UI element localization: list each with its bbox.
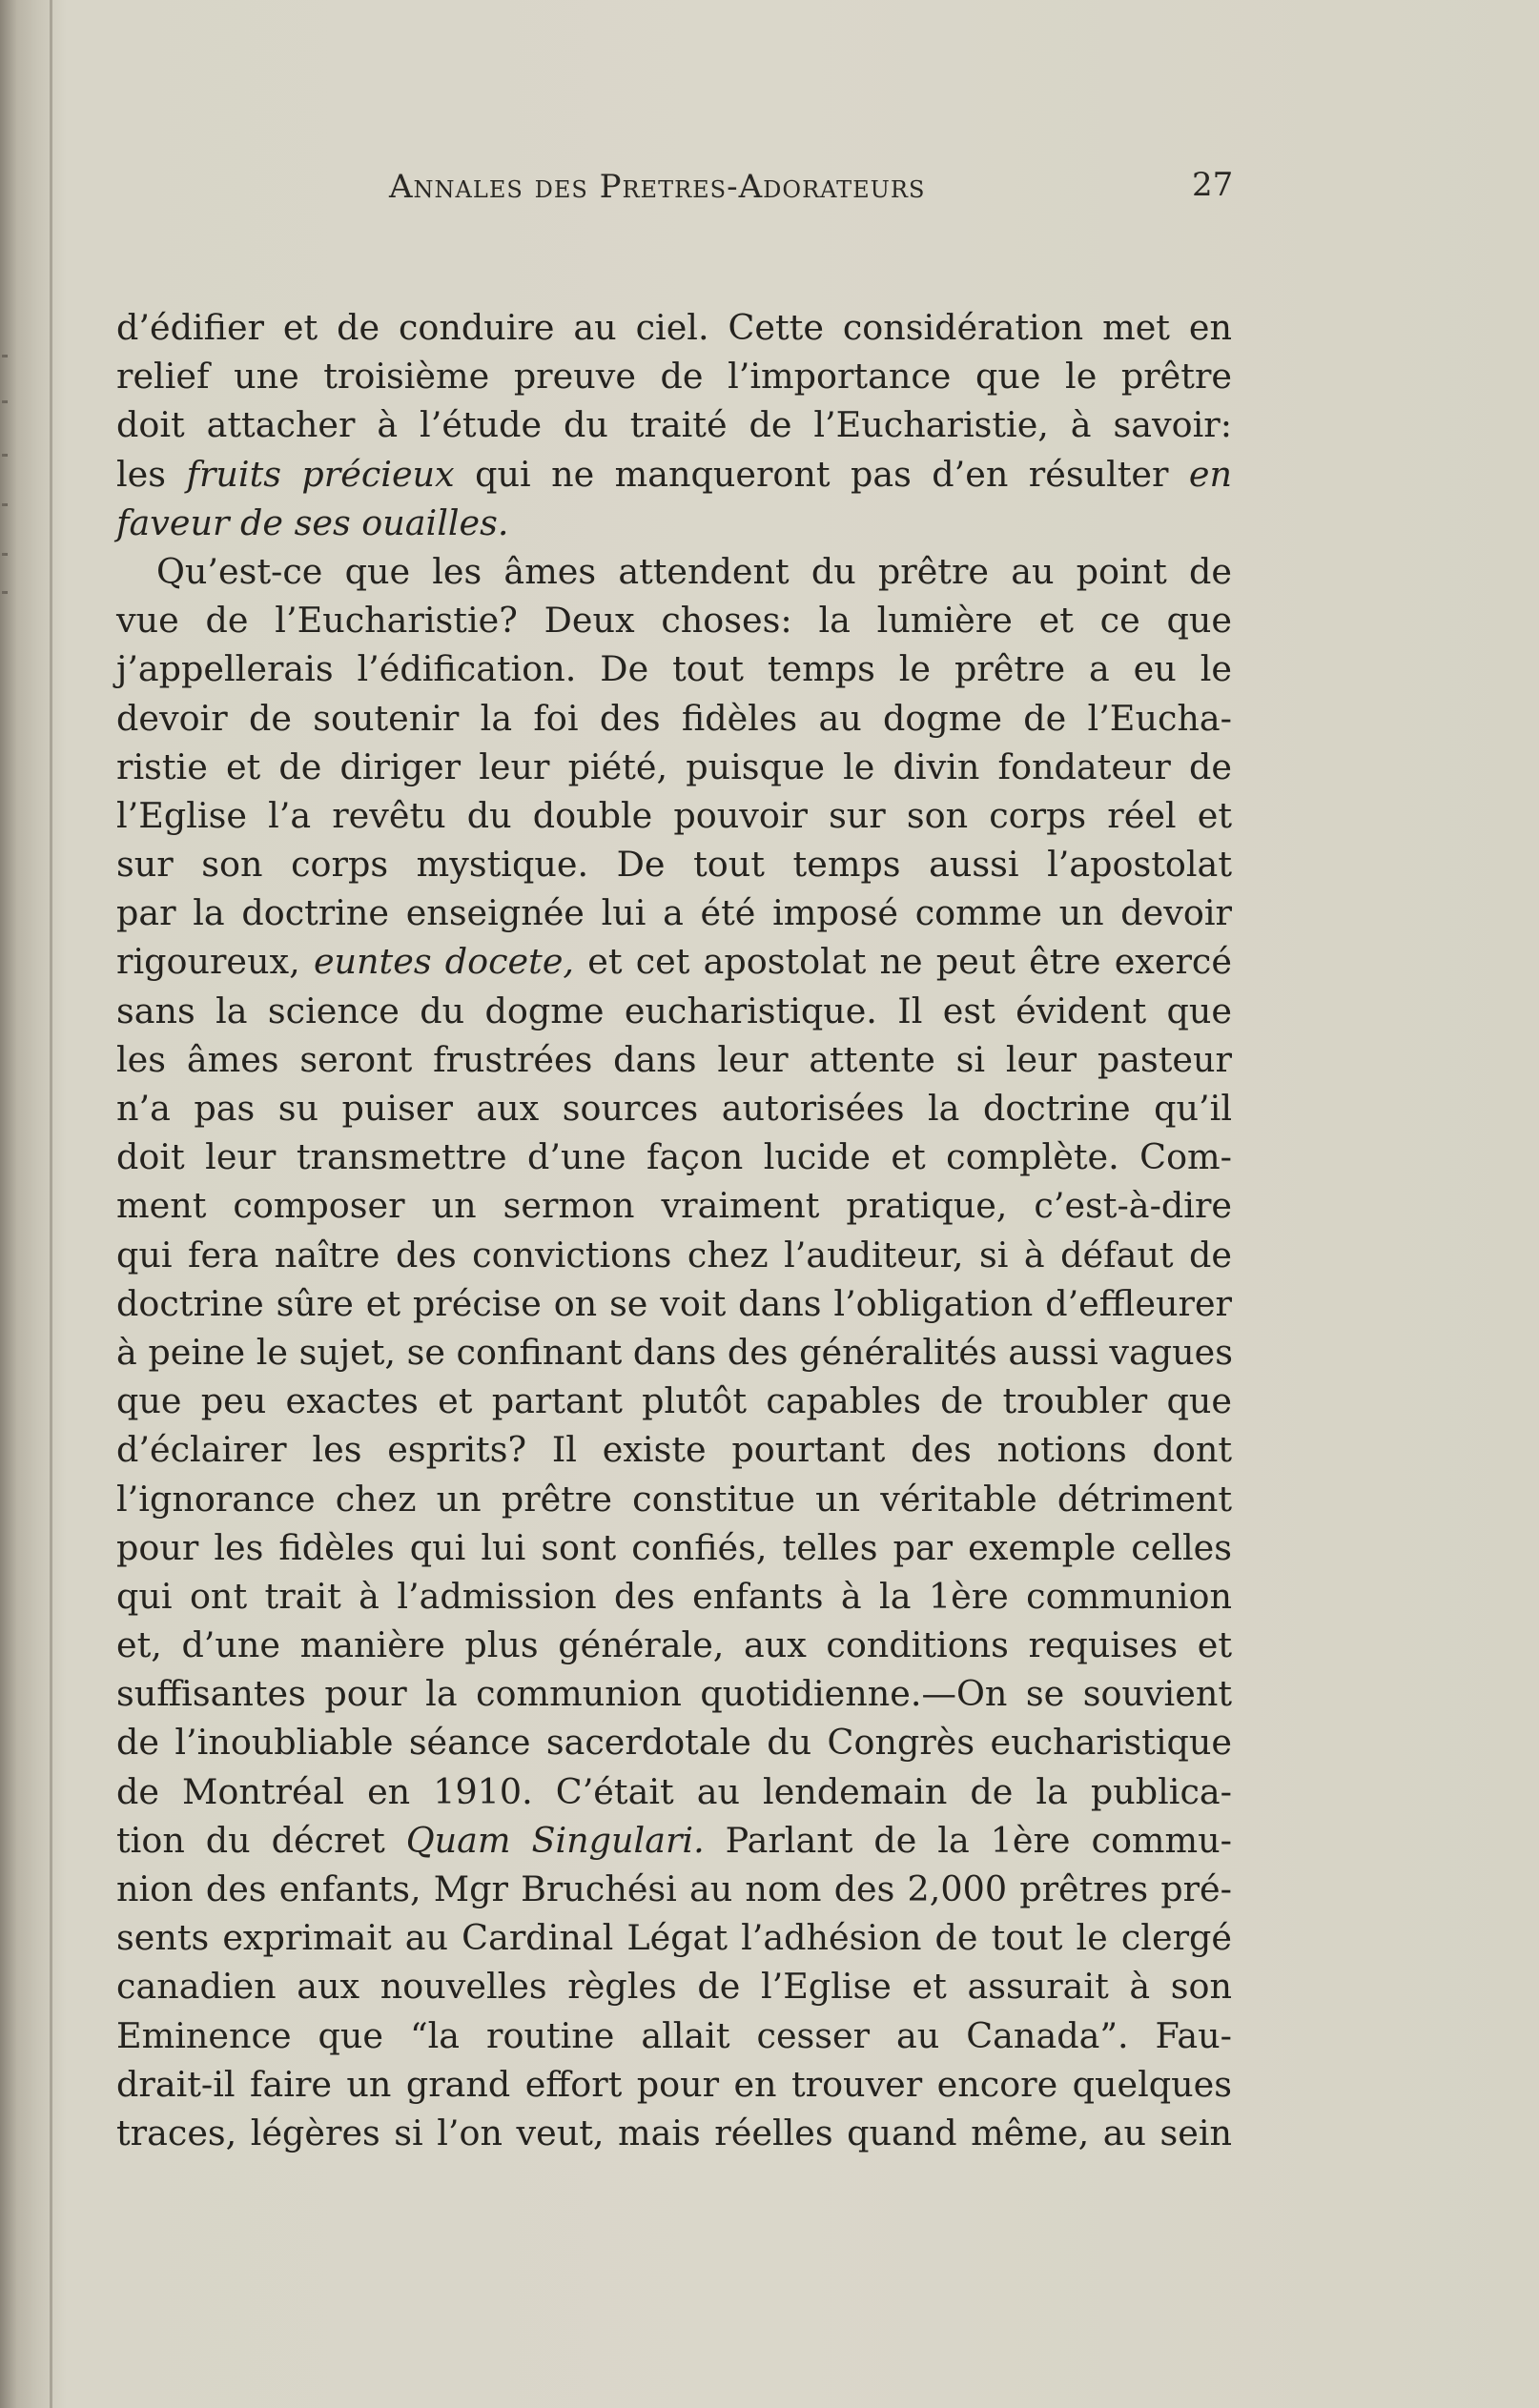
text-run: d’édifier et de conduire au ciel. Cette considération met en bbox=[116, 307, 1232, 348]
text-run: sents exprimait au Cardinal Légat l’adhésion de tout le clergé bbox=[116, 1917, 1232, 1959]
text-line bbox=[116, 2011, 1232, 2060]
text-line bbox=[116, 1913, 1232, 1962]
text-line bbox=[116, 1523, 1232, 1572]
text-run: d’éclairer les esprits? Il existe pourtant des notions dont bbox=[116, 1429, 1232, 1471]
text-line bbox=[116, 1767, 1232, 1816]
italic-phrase: euntes docete, bbox=[313, 941, 575, 983]
text-run: devoir de soutenir la foi des fidèles au dogme de l’Eucha- bbox=[116, 697, 1232, 739]
page-number: 27 bbox=[1192, 166, 1234, 204]
text-run: et cet apostolat ne peut être exercé bbox=[574, 941, 1232, 983]
gutter-mark bbox=[2, 355, 8, 357]
text-run: qui fera naître des convictions chez l’auditeur, si à défaut de bbox=[116, 1234, 1232, 1275]
text-run: de l’inoubliable séance sacerdotale du Congrès eucharistique bbox=[116, 1722, 1232, 1764]
italic-phrase: Quam Singulari. bbox=[405, 1819, 705, 1861]
text-line bbox=[116, 840, 1232, 888]
text-line bbox=[116, 791, 1232, 840]
text-run: l’ignorance chez un prêtre constitue un véritable détriment bbox=[116, 1478, 1232, 1520]
text-run: l’Eglise l’a revêtu du double pouvoir sur son corps réel et bbox=[116, 794, 1232, 836]
text-run: qui ont trait à l’admission des enfants à la 1ère communion bbox=[116, 1575, 1232, 1617]
text-line bbox=[116, 1231, 1232, 1279]
text-line bbox=[116, 1279, 1232, 1328]
text-run: les âmes seront frustrées dans leur attente si leur pasteur bbox=[116, 1038, 1232, 1080]
text-run: par la doctrine enseignée lui a été imposé comme un devoir bbox=[116, 892, 1232, 934]
text-run: vue de l’Eucharistie? Deux choses: la lumière et ce que bbox=[116, 600, 1232, 642]
text-run: canadien aux nouvelles règles de l’Eglise et assurait à son bbox=[116, 1966, 1232, 2008]
text-line bbox=[116, 303, 1232, 352]
text-run: tion du décret bbox=[116, 1819, 406, 1861]
text-line bbox=[116, 1572, 1232, 1621]
text-run: doit leur transmettre d’une façon lucide et complète. Com- bbox=[116, 1136, 1232, 1178]
text-line bbox=[116, 1669, 1232, 1718]
text-line bbox=[116, 499, 1232, 547]
text-line bbox=[116, 1133, 1232, 1181]
text-run: à peine le sujet, se confinant dans des généralités aussi vagues bbox=[116, 1331, 1233, 1373]
text-run: de Montréal en 1910. C’était au lendemain de la publica- bbox=[116, 1770, 1232, 1812]
running-head: Annales des Pretres-Adorateurs bbox=[389, 168, 926, 206]
text-run: Eminence que “la routine allait cesser au Canada”. Fau- bbox=[116, 2014, 1232, 2056]
text-line bbox=[116, 888, 1232, 937]
text-line bbox=[116, 644, 1232, 693]
text-line bbox=[116, 450, 1232, 499]
text-run: et, d’une manière plus générale, aux conditions requises et bbox=[116, 1624, 1232, 1666]
text-run: que peu exactes et partant plutôt capables de troubler que bbox=[116, 1380, 1232, 1422]
gutter-mark bbox=[2, 503, 8, 506]
text-line bbox=[116, 1328, 1232, 1377]
body-text bbox=[116, 303, 1232, 2157]
text-run: qui ne manqueront pas d’en résulter bbox=[454, 453, 1189, 495]
text-line bbox=[116, 1035, 1232, 1084]
italic-phrase: en bbox=[1188, 453, 1233, 495]
text-run: doctrine sûre et précise on se voit dans l’obligation d’effleurer bbox=[116, 1282, 1232, 1324]
text-run: relief une troisième preuve de l’importance que le prêtre bbox=[116, 356, 1232, 398]
text-line bbox=[116, 400, 1232, 449]
text-line bbox=[116, 1377, 1232, 1425]
text-line bbox=[116, 987, 1232, 1035]
text-run: ment composer un sermon vraiment pratique, c’est-à-dire bbox=[116, 1185, 1232, 1227]
italic-phrase: faveur de ses ouailles. bbox=[116, 501, 509, 543]
gutter-mark bbox=[2, 553, 8, 556]
text-run: les bbox=[116, 453, 187, 495]
text-run: doit attacher à l’étude du traité de l’Eucharistie, à savoir: bbox=[116, 404, 1232, 446]
text-line bbox=[116, 1621, 1232, 1669]
text-run: pour les fidèles qui lui sont confiés, telles par exemple celles bbox=[116, 1526, 1232, 1568]
text-line bbox=[116, 937, 1232, 986]
italic-phrase: fruits précieux bbox=[186, 453, 455, 495]
text-line bbox=[116, 1475, 1232, 1523]
text-line bbox=[116, 547, 1232, 596]
text-line bbox=[116, 743, 1232, 791]
text-run: Parlant de la 1ère commu- bbox=[704, 1819, 1232, 1861]
text-run: sur son corps mystique. De tout temps aussi l’apostolat bbox=[116, 844, 1232, 886]
binding-gutter bbox=[50, 0, 52, 2408]
text-line bbox=[116, 1425, 1232, 1474]
text-line bbox=[116, 1816, 1232, 1865]
text-run: rigoureux, bbox=[116, 941, 314, 983]
text-run: traces, légères si l’on veut, mais réelles quand même, au sein bbox=[116, 2112, 1232, 2153]
text-run: drait-il faire un grand effort pour en trouver encore quelques bbox=[116, 2063, 1232, 2105]
text-line bbox=[116, 1084, 1232, 1133]
text-run: n’a pas su puiser aux sources autorisées la doctrine qu’il bbox=[116, 1088, 1232, 1129]
text-line bbox=[116, 352, 1232, 400]
text-line bbox=[116, 1865, 1232, 1913]
gutter-mark bbox=[2, 400, 8, 403]
text-run: Qu’est-ce que les âmes attendent du prêtre au point de bbox=[156, 550, 1232, 592]
gutter-mark bbox=[2, 454, 8, 457]
text-line bbox=[116, 596, 1232, 644]
text-line bbox=[116, 1181, 1232, 1230]
text-run: ristie et de diriger leur piété, puisque le divin fondateur de bbox=[116, 745, 1232, 787]
text-run: suffisantes pour la communion quotidienne.—On se souvient bbox=[116, 1673, 1232, 1715]
text-line bbox=[116, 1962, 1232, 2010]
text-run: j’appellerais l’édification. De tout temps le prêtre a eu le bbox=[116, 648, 1232, 690]
text-line bbox=[116, 2060, 1232, 2109]
text-run: nion des enfants, Mgr Bruchési au nom des 2,000 prêtres pré- bbox=[116, 1868, 1232, 1909]
text-line bbox=[116, 2109, 1232, 2157]
text-run: sans la science du dogme eucharistique. Il est évident que bbox=[116, 990, 1232, 1031]
text-line bbox=[116, 1718, 1232, 1766]
gutter-mark bbox=[2, 591, 8, 594]
text-line bbox=[116, 694, 1232, 743]
